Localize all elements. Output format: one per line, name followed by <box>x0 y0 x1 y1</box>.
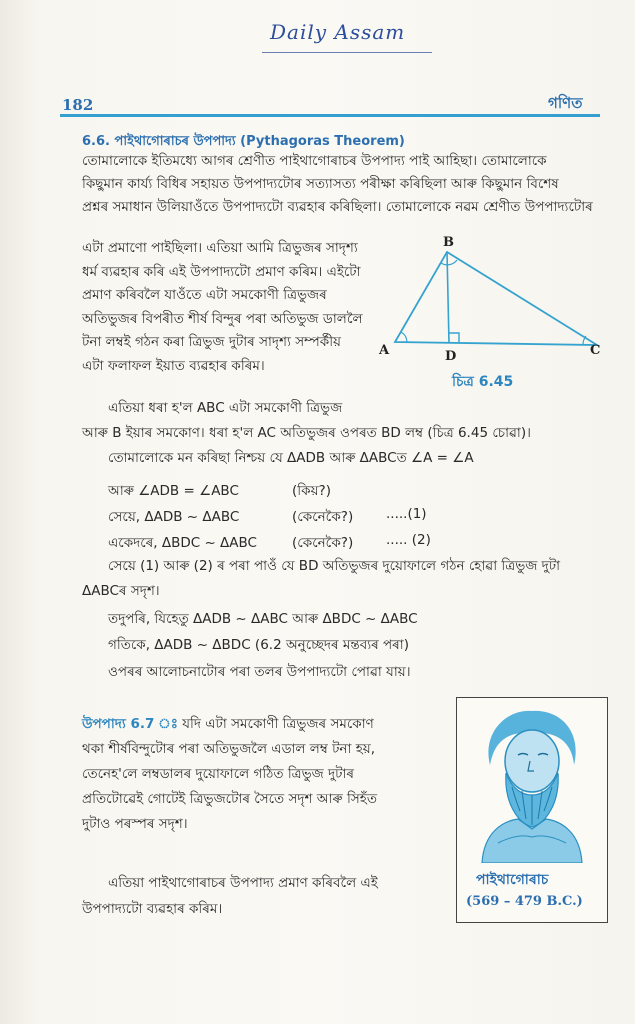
text-line: এতিয়া পাইথাগোৰাচৰ উপপাদ্য প্ৰমাণ কৰিবলৈ এই <box>108 875 378 891</box>
label-d: D <box>445 349 457 364</box>
theorem-label: উপপাদ্য 6.7 ঃ <box>82 716 178 732</box>
equation-lhs: একেদৰে, ΔBDC ~ ΔABC <box>108 535 257 551</box>
body-line: এতিয়া ধৰা হ'ল ABC এটা সমকোণী ত্ৰিভুজ <box>108 400 343 416</box>
header-rule <box>60 114 600 117</box>
equation-note: (কেনেকৈ?) <box>292 535 354 551</box>
conclusion-line: ΔABCৰ সদৃশ। <box>82 583 160 599</box>
equation-lhs: সেয়ে, ΔADB ~ ΔABC <box>108 509 240 525</box>
body-line: আৰু B ইয়াৰ সমকোণ। ধৰা হ'ল AC অতিভুজৰ ওপৰত BD লম্ব (চিত্ৰ 6.45 চোৱা)। <box>82 425 531 441</box>
handwritten-underline <box>262 52 432 53</box>
label-a: A <box>379 343 390 358</box>
text-line: তোমালোকে ইতিমধ্যে আগৰ শ্ৰেণীত পাইথাগোৰাচৰ উপপাদ্য পাই আহিছা। তোমালোকে <box>82 153 547 169</box>
conclusion-line: তদুপৰি, যিহেতু ΔADB ~ ΔABC আৰু ΔBDC ~ ΔABC <box>108 611 418 627</box>
pythagoras-portrait <box>468 703 596 863</box>
theorem-block <box>82 712 377 837</box>
portrait-caption-years: (569 – 479 B.C.) <box>466 894 583 909</box>
text-line: প্ৰশ্নৰ সমাধান উলিয়াওঁতে উপপাদ্যটো ব্যৱহাৰ কৰিছিলা। তোমালোকে নৱম শ্ৰেণীত উপপাদ্যটোৰ <box>82 199 593 215</box>
text-line: এটা প্ৰমাণো পাইছিলা। এতিয়া আমি ত্ৰিভুজৰ সাদৃশ্য <box>82 240 358 256</box>
page-number: 182 <box>62 96 94 114</box>
label-c: C <box>590 343 601 358</box>
text-line: টনা লম্বই গঠন কৰা ত্ৰিভুজ দুটাৰ সাদৃশ্য সম্পৰ্কীয় <box>82 334 342 350</box>
equation-lhs: আৰু ∠ADB = ∠ABC <box>108 483 239 499</box>
text-line: কিছুমান কাৰ্য্য বিধিৰ সহায়ত উপপাদ্যটোৰ সত্যাসত্য পৰীক্ষা কৰিছিলা আৰু কিছুমান বিশেষ <box>82 176 559 192</box>
text-line: ধৰ্ম ব্যৱহাৰ কৰি এই উপপাদ্যটো প্ৰমাণ কৰিম। এইটো <box>82 263 361 280</box>
equation-number: ..... (2) <box>386 532 431 548</box>
equation-note: (কেনেকৈ?) <box>292 509 354 525</box>
portrait-caption-name: পাইথাগোৰাচ <box>476 872 549 888</box>
angle-mark-b <box>441 260 457 265</box>
handwritten-note: Daily Assam <box>270 20 406 44</box>
text-line: দুটাও পৰস্পৰ সদৃশ। <box>82 816 188 832</box>
figure-caption: চিত্ৰ 6.45 <box>452 374 514 390</box>
text-line: এটা ফলাফল ইয়াত ব্যৱহাৰ কৰিম। <box>82 357 265 374</box>
body-line: তোমালোকে মন কৰিছা নিশ্চয় যে ΔADB আৰু ΔABCত ∠A = ∠A <box>108 450 474 466</box>
text-line: প্ৰমাণ কৰিবলৈ যাওঁতে এটা সমকোণী ত্ৰিভুজৰ <box>82 287 327 303</box>
triangle-figure <box>375 230 610 365</box>
equation-note: (কিয়?) <box>292 483 331 499</box>
altitude-bd <box>447 252 449 343</box>
text-line: অতিভুজৰ বিপৰীত শীৰ্ষ বিন্দুৰ পৰা অতিভুজ ডাললৈ <box>82 310 363 327</box>
conclusion-line: গতিকে, ΔADB ~ ΔBDC (6.2 অনুচ্ছেদৰ মন্তব্যৰ পৰা) <box>108 637 409 653</box>
conclusion-line: সেয়ে (1) আৰু (2) ৰ পৰা পাওঁ যে BD অতিভুজৰ দুয়োফালে গঠন হোৱা ত্ৰিভুজ দুটা <box>108 558 560 574</box>
section-title: 6.6. পাইথাগোৰাচৰ উপপাদ্য (Pythagoras Theorem) <box>82 134 405 149</box>
angle-mark-a <box>401 332 407 342</box>
text-line: তেনেহ'লে লম্বডালৰ দুয়োফালে গঠিত ত্ৰিভুজ দুটাৰ <box>82 766 354 782</box>
closing-paragraph <box>82 870 378 922</box>
label-b: B <box>443 235 454 250</box>
conclusion-line: ওপৰৰ আলোচনাটোৰ পৰা তলৰ উপপাদ্যটো পোৱা যায়। <box>108 664 411 680</box>
text-line: থকা শীৰ্ষবিন্দুটোৰ পৰা অতিভুজলৈ এডাল লম্ব টনা হয়, <box>82 741 376 757</box>
right-angle-mark <box>449 333 459 343</box>
text-line: প্ৰতিটোৱেই গোটেই ত্ৰিভুজটোৰ সৈতে সদৃশ আৰু সিহঁত <box>82 791 377 807</box>
intro-paragraph <box>82 150 593 219</box>
triangle-abc <box>395 252 597 345</box>
chapter-title: গণিত <box>548 94 583 112</box>
text-line: উপপাদ্যটো ব্যৱহাৰ কৰিম। <box>82 901 223 917</box>
text-line <box>82 712 377 737</box>
theorem-text: যদি এটা সমকোণী ত্ৰিভুজৰ সমকোণ <box>177 716 374 732</box>
left-column-paragraph <box>82 237 363 378</box>
equation-number: .....(1) <box>386 506 427 522</box>
